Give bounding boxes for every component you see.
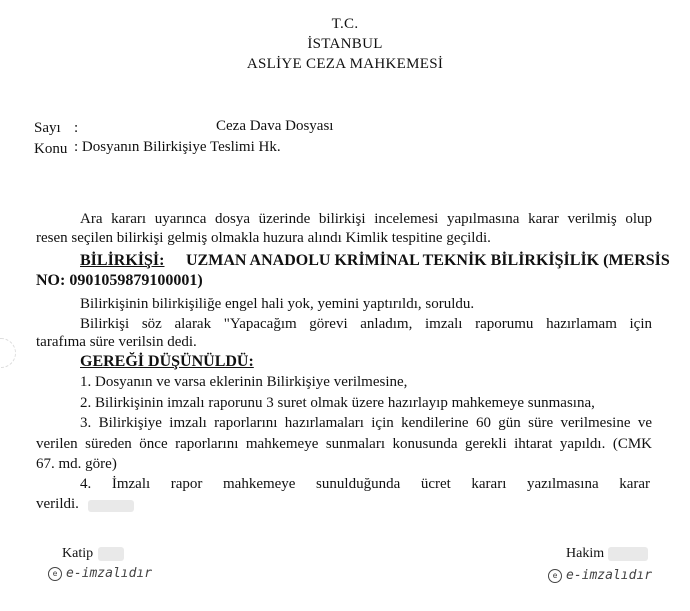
judge-title: Hakim — [566, 546, 605, 561]
decision-item-3-line-3: 67. md. göre) — [36, 456, 117, 472]
judge-name-redacted — [608, 547, 648, 561]
paragraph-3-line-1: Bilirkişi söz alarak "Yapacağım görevi anladım, imzalı raporumu hazırlamam için — [80, 316, 652, 332]
konu-label: Konu — [34, 141, 68, 157]
expert-name-line-1: UZMAN ANADOLU KRİMİNAL TEKNİK BİLİRKİŞİLİK (MERSİS — [186, 252, 670, 269]
e-signature-icon: e — [548, 569, 562, 583]
decision-item-1: 1. Dosyanın ve varsa eklerinin Bilirkişiye verilmesine, — [80, 374, 408, 390]
paragraph-1-line-2: resen seçilen bilirkişi gelmiş olmakla huzura alındı Kimlik tespitine geçildi. — [36, 230, 491, 246]
sayi-label: Sayı — [34, 120, 61, 136]
punch-hole-mark — [0, 338, 16, 368]
clerk-esignature-text: e-imzalıdır — [66, 566, 153, 581]
sayi-colon: : — [74, 120, 79, 136]
expert-label: BİLİRKİŞİ: — [80, 252, 165, 269]
header-court: ASLİYE CEZA MAHKEMESİ — [246, 56, 444, 72]
decision-item-3-line-1: 3. Bilirkişiye imzalı raporlarını hazırlamaları için kendilerine 60 gün süre verilmesine ve — [80, 415, 652, 431]
redaction-mark — [88, 500, 134, 512]
decision-item-4-line-2: verildi. — [36, 496, 79, 512]
sayi-value: Ceza Dava Dosyası — [216, 118, 334, 134]
clerk-esignature — [48, 566, 152, 581]
paragraph-2: Bilirkişinin bilirkişiliğe engel hali yok, yemini yaptırıldı, soruldu. — [80, 296, 475, 312]
decision-heading: GEREĞİ DÜŞÜNÜLDÜ: — [80, 353, 254, 370]
header-city: İSTANBUL — [307, 36, 383, 52]
decision-item-3-line-2: verilen süreden önce raporlarını mahkemeye sunmaları konusunda gerekli ihtarat yapıldı. (CMK — [36, 436, 652, 452]
konu-value: : Dosyanın Bilirkişiye Teslimi Hk. — [74, 139, 281, 155]
judge-esignature — [548, 568, 652, 583]
clerk-title: Katip — [62, 546, 94, 561]
expert-name-line-2: NO: 0901059879100001) — [36, 272, 203, 289]
decision-item-4-line-1: 4. İmzalı rapor mahkemeye sunulduğunda ücret kararı yazılmasına karar — [80, 476, 650, 492]
decision-item-2: 2. Bilirkişinin imzalı raporunu 3 suret olmak üzere hazırlayıp mahkemeye sunmasına, — [80, 395, 595, 411]
judge-esignature-text: e-imzalıdır — [566, 568, 653, 583]
paragraph-3-line-2: tarafıma süre verilsin dedi. — [36, 334, 197, 350]
clerk-name-redacted — [98, 547, 124, 561]
header-tc: T.C. — [331, 16, 359, 32]
e-signature-icon: e — [48, 567, 62, 581]
paragraph-1-line-1: Ara kararı uyarınca dosya üzerinde bilirkişi incelemesi yapılmasına karar verilmiş olup — [80, 211, 652, 227]
